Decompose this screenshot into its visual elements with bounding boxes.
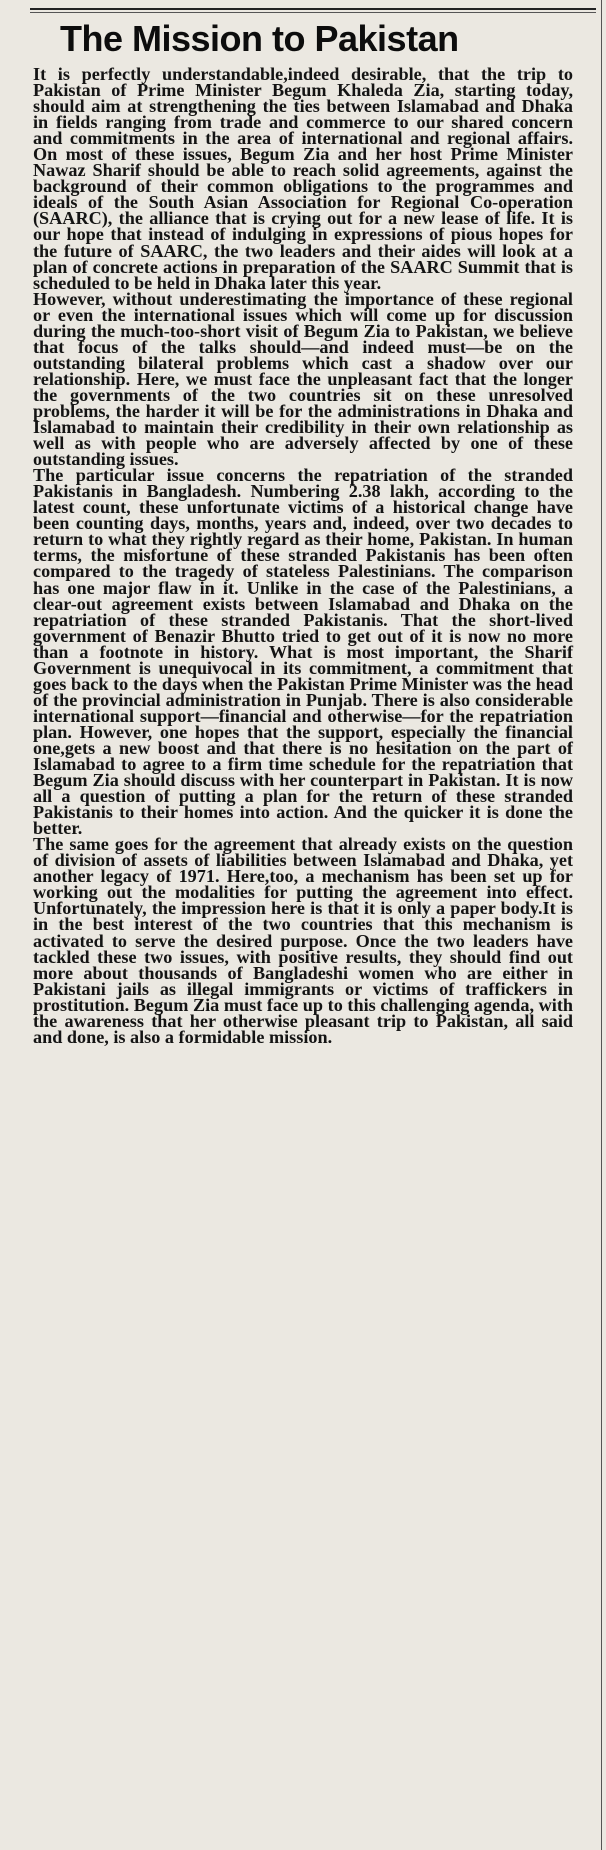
paragraph-3: The particular issue concerns the repatriation of the stranded Pakistanis in Bangladesh. Numbering 2.38 lakh, according to the latest count, these unfortunate victims of a historical change have been counting days, months, years and, indeed, over two decades to return to what they rightly regard as their home, Pakistan. In human terms, the misfortune of these stranded Pakistanis has been often compared to the tragedy of stateless Palestinians. The comparison has one major flaw in it. Unlike in the case of the Palestinians, a clear-out agreement exists between Islamabad and Dhaka on the repatriation of these stranded Pakistanis. That the short-lived government of Benazir Bhutto tried to get out of it is now no more than a footnote in history. What is most important, the Sharif Government is unequivocal in its commitment, a commitment that goes back to the days when the Pakistan Prime Minister was the head of the provincial administration in Punjab. There is also considerable international support—financial and otherwise—for the repatriation plan. However, one hopes that the support, especially the financial one,gets a new boost and that there is no hesitation on the part of Islamabad to agree to a firm time schedule for the repatriation that Begum Zia should discuss with her counterpart in Pakistan. It is now all a question of putting a plan for the return of these stranded Pakistanis to their homes into action. And the quicker it is done the better. bbox=[33, 465, 573, 839]
paragraph-4: The same goes for the agreement that already exists on the question of division of assets of liabilities between Islamabad and Dhaka, yet another legacy of 1971. Here,too, a mechanism has been set up for working out the modalities for putting the agreement into effect. Unfortunately, the impression here is that it is only a paper body.It is in the best interest of the two countries that this mechanism is activated to serve the desired purpose. Once the two leaders have tackled these two issues, with positive results, they should find out more about thousands of Bangladeshi women who are either in Pakistani jails as illegal immigrants or victims of traffickers in prostitution. Begum Zia must face up to this challenging agenda, with the awareness that her otherwise pleasant trip to Pakistan, all said and done, is also a formidable mission. bbox=[33, 834, 573, 1047]
paragraph-2: However, without underestimating the importance of these regional or even the international issues which will come up for discussion during the much-too-short visit of Begum Zia to Pakistan, we believe that focus of the talks should—and indeed must—be on the outstanding bilateral problems which cast a shadow over our relationship. Here, we must face the unpleasant fact that the longer the governments of the two countries sit on these unresolved problems, the harder it will be for the administrations in Dhaka and Islamabad to maintain their credibility in their own relationship as well as with people who are adversely affected by one of these outstanding issues. bbox=[33, 288, 573, 470]
headline: The Mission to Pakistan bbox=[60, 18, 459, 59]
editorial-body bbox=[33, 66, 573, 1045]
top-rule bbox=[30, 8, 596, 10]
top-rule-thin bbox=[30, 12, 596, 13]
column-rule bbox=[601, 0, 602, 1850]
paragraph-1: It is perfectly understandable,indeed desirable, that the trip to Pakistan of Prime Minister Begum Khaleda Zia, starting today, should aim at strengthening the ties between Islamabad and Dhaka in fields ranging from trade and commerce to our shared concern and commitments in the area of international and regional affairs. On most of these issues, Begum Zia and her host Prime Minister Nawaz Sharif should be able to reach solid agreements, against the background of their common obligations to the programmes and ideals of the South Asian Association for Regional Co-operation (SAARC), the alliance that is crying out for a new lease of life. It is our hope that instead of indulging in expressions of pious hopes for the future of SAARC, the two leaders and their aides will look at a plan of concrete actions in preparation of the SAARC Summit that is scheduled to be held in Dhaka later this year. bbox=[33, 64, 573, 293]
